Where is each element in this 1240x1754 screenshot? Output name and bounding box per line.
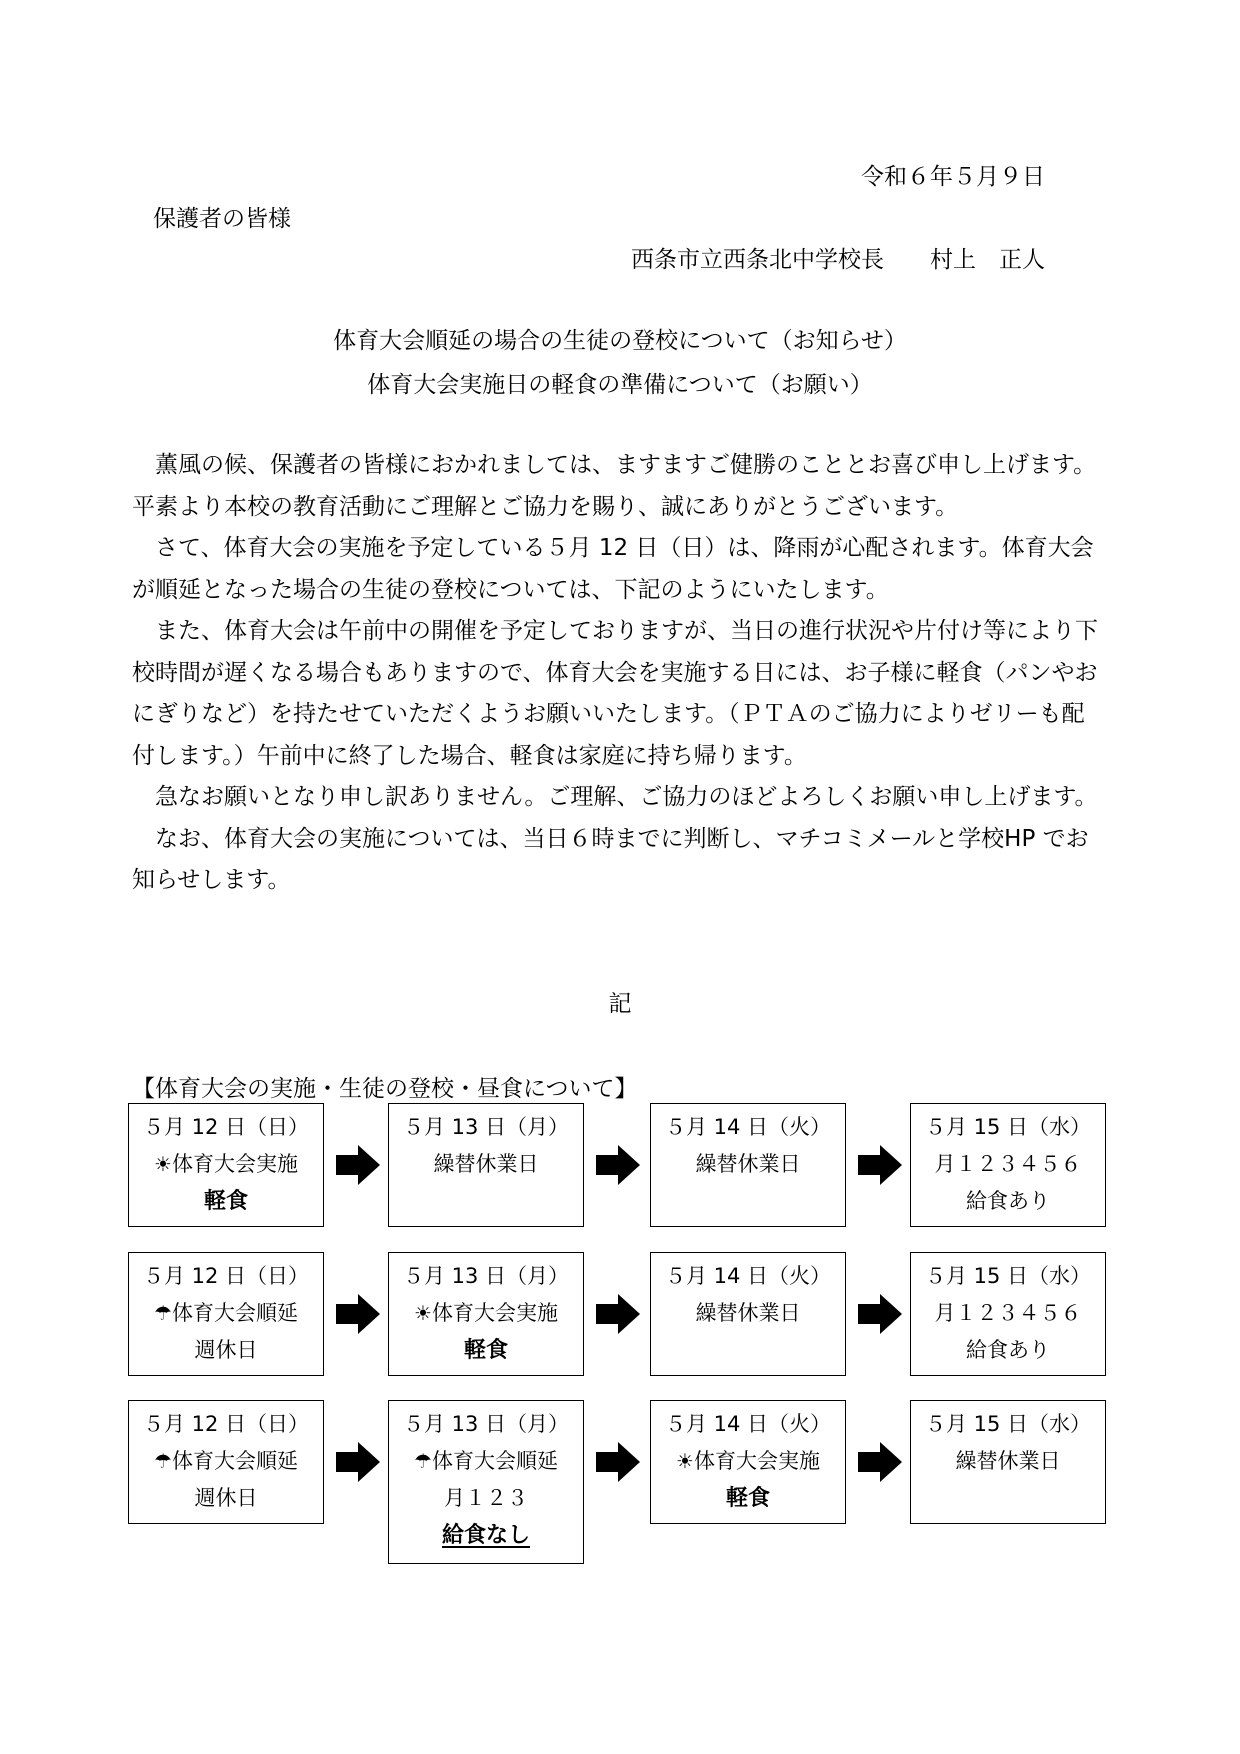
box-status bbox=[389, 1443, 583, 1480]
box-status-text: 月１２３４５６ bbox=[934, 1152, 1082, 1176]
box-status-text: 繰替休業日 bbox=[955, 1449, 1061, 1473]
paragraph: 急なお願いとなり申し訳ありません。ご理解、ご協力のほどよろしくお願い申し上げます。 bbox=[155, 784, 1098, 810]
recipient: 保護者の皆様 bbox=[153, 206, 291, 232]
box-status-text: 月１２３４５６ bbox=[934, 1301, 1082, 1325]
box-date: ５月 13 日（月） bbox=[402, 1412, 570, 1436]
schedule-box bbox=[650, 1400, 846, 1524]
schedule-box bbox=[128, 1252, 324, 1376]
document-date: 令和６年５月９日 bbox=[861, 164, 1045, 190]
box-status bbox=[651, 1443, 845, 1480]
box-note: 給食あり bbox=[966, 1338, 1050, 1362]
box-status-text: 繰替休業日 bbox=[695, 1152, 801, 1176]
box-note: 軽食 bbox=[463, 1338, 508, 1363]
box-status-text: 体育大会実施 bbox=[171, 1152, 298, 1176]
arrow-right-icon bbox=[336, 1442, 380, 1482]
schedule-box bbox=[128, 1103, 324, 1227]
box-status bbox=[911, 1295, 1105, 1332]
arrow-right-icon bbox=[858, 1442, 902, 1482]
box-status bbox=[911, 1146, 1105, 1183]
box-date: ５月 12 日（日） bbox=[142, 1264, 310, 1288]
box-note: 月１２３ bbox=[444, 1486, 528, 1510]
box-status-text: 体育大会実施 bbox=[693, 1449, 820, 1473]
box-date: ５月 13 日（月） bbox=[402, 1264, 570, 1288]
title-1: 体育大会順延の場合の生徒の登校について（お知らせ） bbox=[333, 328, 907, 354]
box-status bbox=[651, 1295, 845, 1332]
sun-icon: ☀ bbox=[154, 1152, 172, 1176]
schedule-box bbox=[388, 1103, 584, 1227]
box-date: ５月 15 日（水） bbox=[924, 1115, 1092, 1139]
box-status-text: 体育大会実施 bbox=[431, 1301, 558, 1325]
arrow-right-icon bbox=[596, 1294, 640, 1334]
sun-icon: ☀ bbox=[676, 1449, 694, 1473]
paragraph: 薫風の候、保護者の皆様におかれましては、ますますご健勝のこととお喜び申し上げます。平素より本校の教育活動にご理解とご協力を賜り、誠にありがとうございます。 bbox=[132, 452, 1097, 520]
paragraph: さて、体育大会の実施を予定している５月 12 日（日）は、降雨が心配されます。体育大会が順延となった場合の生徒の登校については、下記のようにいたします。 bbox=[132, 535, 1094, 603]
body-text bbox=[132, 445, 1098, 902]
box-note: 給食あり bbox=[966, 1189, 1050, 1213]
ki-heading: 記 bbox=[608, 991, 632, 1017]
box-date: ５月 14 日（火） bbox=[664, 1264, 832, 1288]
box-status bbox=[651, 1146, 845, 1183]
box-status-text: 繰替休業日 bbox=[433, 1152, 539, 1176]
section-title: 【体育大会の実施・生徒の登校・昼食について】 bbox=[132, 1076, 638, 1102]
box-status-text: 体育大会順延 bbox=[171, 1449, 298, 1473]
box-status-text: 繰替休業日 bbox=[695, 1301, 801, 1325]
schedule-box bbox=[128, 1400, 324, 1524]
schedule-box bbox=[910, 1103, 1106, 1227]
paragraph: また、体育大会は午前中の開催を予定しておりますが、当日の進行状況や片付け等により下校時間が遅くなる場合もありますので、体育大会を実施する日には、お子様に軽食（パンやおにぎりなど）を持たせていただくようお願いいたします。（ＰＴＡのご協力によりゼリーも配付します。）午前中に終了した場合、軽食は家庭に持ち帰ります。 bbox=[132, 618, 1098, 769]
box-date: ５月 13 日（月） bbox=[402, 1115, 570, 1139]
box-date: ５月 12 日（日） bbox=[142, 1115, 310, 1139]
sun-icon: ☀ bbox=[414, 1301, 432, 1325]
box-date: ５月 15 日（水） bbox=[924, 1264, 1092, 1288]
box-status-text: 体育大会順延 bbox=[171, 1301, 298, 1325]
box-date: ５月 14 日（火） bbox=[664, 1412, 832, 1436]
arrow-right-icon bbox=[858, 1145, 902, 1185]
box-status bbox=[389, 1146, 583, 1183]
schedule-box bbox=[650, 1103, 846, 1227]
schedule-box bbox=[650, 1252, 846, 1376]
box-note: 週休日 bbox=[194, 1338, 258, 1362]
sender: 西条市立西条北中学校長 村上 正人 bbox=[631, 247, 1045, 273]
umbrella-icon: ☂ bbox=[154, 1301, 172, 1325]
umbrella-icon: ☂ bbox=[154, 1449, 172, 1473]
arrow-right-icon bbox=[596, 1442, 640, 1482]
umbrella-icon: ☂ bbox=[414, 1449, 432, 1473]
box-date: ５月 12 日（日） bbox=[142, 1412, 310, 1436]
box-note: 軽食 bbox=[725, 1486, 770, 1511]
box-status bbox=[129, 1443, 323, 1480]
box-date: ５月 15 日（水） bbox=[924, 1412, 1092, 1436]
box-meal-note: 給食なし bbox=[441, 1523, 530, 1548]
title-2: 体育大会実施日の軽食の準備について（お願い） bbox=[367, 372, 873, 398]
schedule-box bbox=[388, 1400, 584, 1564]
box-status bbox=[129, 1295, 323, 1332]
box-status-text: 体育大会順延 bbox=[431, 1449, 558, 1473]
box-date: ５月 14 日（火） bbox=[664, 1115, 832, 1139]
box-status bbox=[389, 1295, 583, 1332]
paragraph: なお、体育大会の実施については、当日６時までに判断し、マチコミメールと学校HP でお知らせします。 bbox=[132, 825, 1089, 893]
schedule-box bbox=[910, 1400, 1106, 1524]
box-status bbox=[911, 1443, 1105, 1480]
box-note: 軽食 bbox=[203, 1189, 248, 1214]
box-status bbox=[129, 1146, 323, 1183]
schedule-box bbox=[388, 1252, 584, 1376]
arrow-right-icon bbox=[858, 1294, 902, 1334]
schedule-box bbox=[910, 1252, 1106, 1376]
arrow-right-icon bbox=[596, 1145, 640, 1185]
arrow-right-icon bbox=[336, 1294, 380, 1334]
arrow-right-icon bbox=[336, 1145, 380, 1185]
box-note: 週休日 bbox=[194, 1486, 258, 1510]
